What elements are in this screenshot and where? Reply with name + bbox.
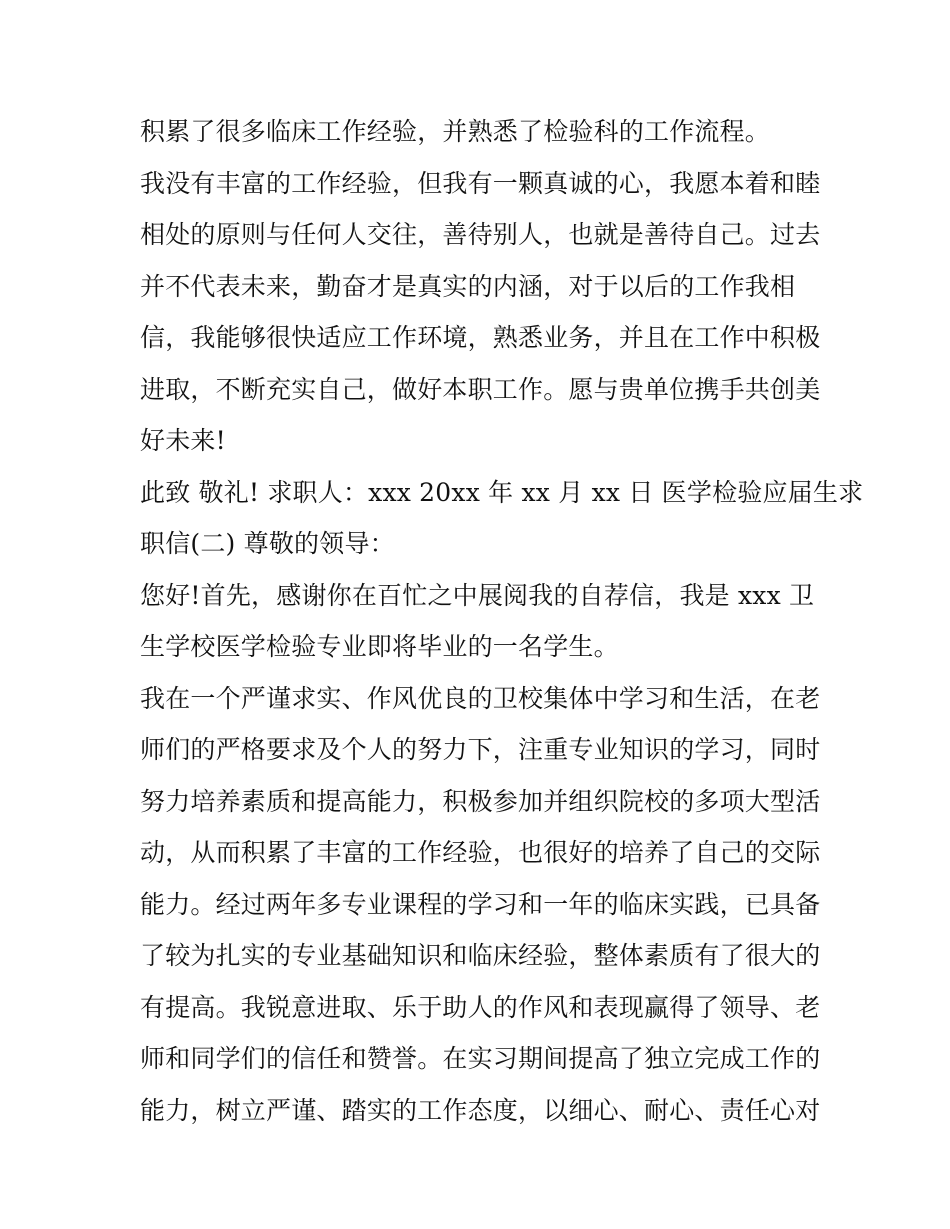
text-line: 生学校医学检验专业即将毕业的一名学生。: [140, 632, 619, 661]
text-line: 好未来!: [140, 426, 226, 455]
text-line: 动，从而积累了丰富的工作经验，也很好的培养了自己的交际: [140, 838, 821, 867]
text-line: 能力。经过两年多专业课程的学习和一年的临床实践，已具备: [140, 889, 821, 919]
text-line: 我没有丰富的工作经验，但我有一颗真诚的心，我愿本着和睦: [140, 168, 821, 198]
text-line: 职信(二) 尊敬的领导：: [140, 529, 395, 558]
text-line: 积累了很多临床工作经验，并熟悉了检验科的工作流程。: [140, 117, 771, 146]
text-line: 努力培养素质和提高能力，积极参加并组织院校的多项大型活: [140, 786, 821, 816]
text-line: 相处的原则与任何人交往，善待别人，也就是善待自己。过去: [140, 220, 821, 249]
document-body: [140, 106, 864, 1136]
text-line: 师和同学们的信任和赞誉。在实习期间提高了独立完成工作的: [140, 1044, 821, 1073]
text-line: 我在一个严谨求实、作风优良的卫校集体中学习和生活，在老: [140, 683, 821, 713]
text-line: 进取，不断充实自己，做好本职工作。愿与贵单位携手共创美: [140, 374, 821, 404]
text-line: 有提高。我锐意进取、乐于助人的作风和表现赢得了领导、老: [140, 992, 821, 1022]
text-line: 了较为扎实的专业基础知识和临床经验，整体素质有了很大的: [140, 941, 821, 970]
text-line: 师们的严格要求及个人的努力下，注重专业知识的学习，同时: [140, 735, 821, 764]
text-line: 您好!首先，感谢你在百忙之中展阅我的自荐信，我是 xxx 卫: [140, 580, 815, 610]
text-line: 此致 敬礼! 求职人：xxx 20xx 年 xx 月 xx 日 医学检验应届生求: [140, 477, 864, 507]
text-line: 并不代表未来，勤奋才是真实的内涵，对于以后的工作我相: [140, 271, 796, 301]
text-line: 能力，树立严谨、踏实的工作态度，以细心、耐心、责任心对: [140, 1095, 821, 1125]
text-line: 信，我能够很快适应工作环境，熟悉业务，并且在工作中积极: [140, 323, 821, 352]
